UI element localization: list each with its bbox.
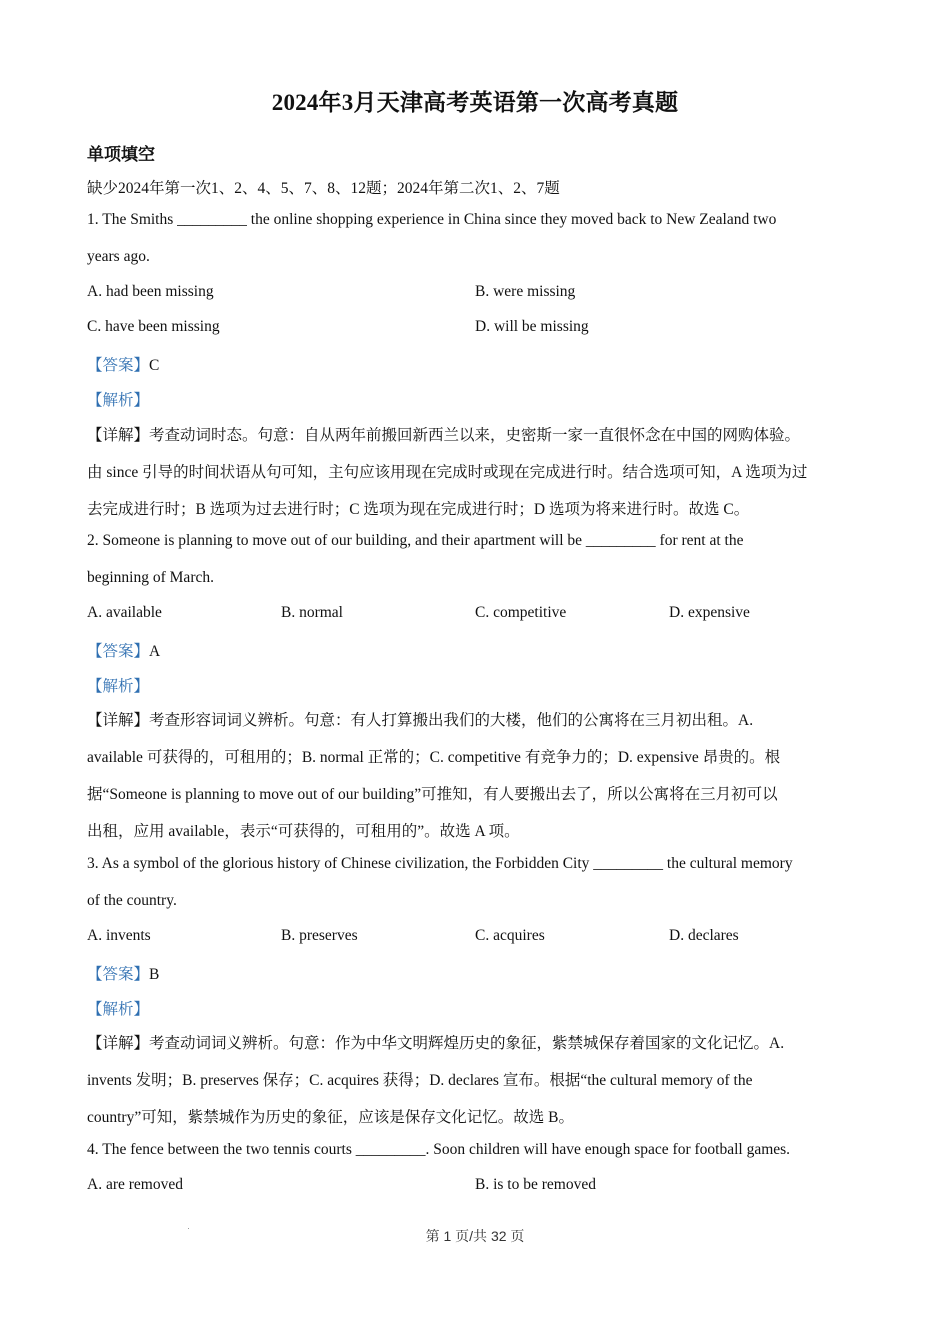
q2-analysis-tag: 【解析】 <box>87 678 150 695</box>
q1-detail-line1 <box>87 423 800 445</box>
q3-answer-value: B <box>149 966 160 983</box>
q3-detail-line1 <box>87 1031 784 1053</box>
q2-stem-line1: 2. Someone is planning to move out of our building, and their apartment will be _________ for rent at the <box>87 532 744 549</box>
q2-detail-text: 考查形容词词义辨析。句意：有人打算搬出我们的大楼，他们的公寓将在三月初出租。A. <box>149 712 754 729</box>
q2-stem-line2: beginning of March. <box>87 569 214 586</box>
q2-detail-line2: available 可获得的，可租用的；B. normal 正常的；C. competitive 有竞争力的；D. expensive 昂贵的。根 <box>87 749 781 766</box>
q2-option-b: B. normal <box>281 604 343 621</box>
missing-questions-note: 缺少2024年第一次1、2、4、5、7、8、12题；2024年第二次1、2、7题 <box>87 180 560 197</box>
section-heading: 单项填空 <box>87 145 155 164</box>
q4-option-a: A. are removed <box>87 1176 183 1193</box>
document-title: 2024年3月天津高考英语第一次高考真题 <box>271 90 679 115</box>
q1-detail-line3: 去完成进行时；B 选项为过去进行时；C 选项为现在完成进行时；D 选项为将来进行时。故选 C。 <box>87 501 750 518</box>
q4-option-b: B. is to be removed <box>475 1176 596 1193</box>
q3-detail-line3: country”可知，紫禁城作为历史的象征，应该是保存文化记忆。故选 B。 <box>87 1109 574 1126</box>
q2-detail-line1 <box>87 708 753 730</box>
q1-option-b: B. were missing <box>475 283 576 300</box>
q1-option-d: D. will be missing <box>475 318 589 335</box>
q2-detail-line4: 出租，应用 available，表示“可获得的，可租用的”。故选 A 项。 <box>87 823 520 840</box>
answer-tag: 【答案】 <box>87 357 150 374</box>
q3-stem-line1: 3. As a symbol of the glorious history of Chinese civilization, the Forbidden City _________ the cultural memory <box>87 855 793 872</box>
q2-detail-line3: 据“Someone is planning to move out of our building”可推知，有人要搬出去了，所以公寓将在三月初可以 <box>87 786 778 803</box>
q3-stem-line2: of the country. <box>87 892 177 909</box>
q1-stem-line1: 1. The Smiths _________ the online shopping experience in China since they moved back to New Zealand two <box>87 211 777 228</box>
q1-detail-line2: 由 since 引导的时间状语从句可知，主句应该用现在完成时或现在完成进行时。结合选项可知，A 选项为过 <box>87 464 808 481</box>
q4-stem-line1: 4. The fence between the two tennis courts _________. Soon children will have enough space for football games. <box>87 1141 791 1158</box>
q1-option-c: C. have been missing <box>87 318 220 335</box>
q2-option-c: C. competitive <box>475 604 567 621</box>
q1-option-a: A. had been missing <box>87 283 214 300</box>
detail-tag: 【详解】 <box>87 1035 150 1052</box>
page-footer: 第 1 页/共 32 页 <box>425 1228 525 1244</box>
answer-tag: 【答案】 <box>87 966 150 983</box>
q3-option-b: B. preserves <box>281 927 358 944</box>
detail-tag: 【详解】 <box>87 712 150 729</box>
q2-option-d: D. expensive <box>669 604 750 621</box>
q2-option-a: A. available <box>87 604 162 621</box>
q1-stem-line2: years ago. <box>87 248 150 265</box>
q3-option-a: A. invents <box>87 927 151 944</box>
q3-analysis-tag: 【解析】 <box>87 1001 150 1018</box>
q3-detail-line2: invents 发明；B. preserves 保存；C. acquires 获得；D. declares 宣布。根据“the cultural memory of the <box>87 1072 753 1089</box>
q1-answer-value: C <box>149 357 160 374</box>
q1-detail-text: 考查动词时态。句意：自从两年前搬回新西兰以来，史密斯一家一直很怀念在中国的网购体验。 <box>149 427 801 444</box>
answer-tag: 【答案】 <box>87 643 150 660</box>
q3-answer <box>87 962 159 984</box>
q1-analysis-tag: 【解析】 <box>87 392 150 409</box>
q1-answer <box>87 353 159 375</box>
q2-answer <box>87 639 160 661</box>
detail-tag: 【详解】 <box>87 427 150 444</box>
q3-detail-text: 考查动词词义辨析。句意：作为中华文明辉煌历史的象征，紫禁城保存着国家的文化记忆。A. <box>149 1035 785 1052</box>
q3-option-d: D. declares <box>669 927 739 944</box>
q3-option-c: C. acquires <box>475 927 545 944</box>
q2-answer-value: A <box>149 643 161 660</box>
